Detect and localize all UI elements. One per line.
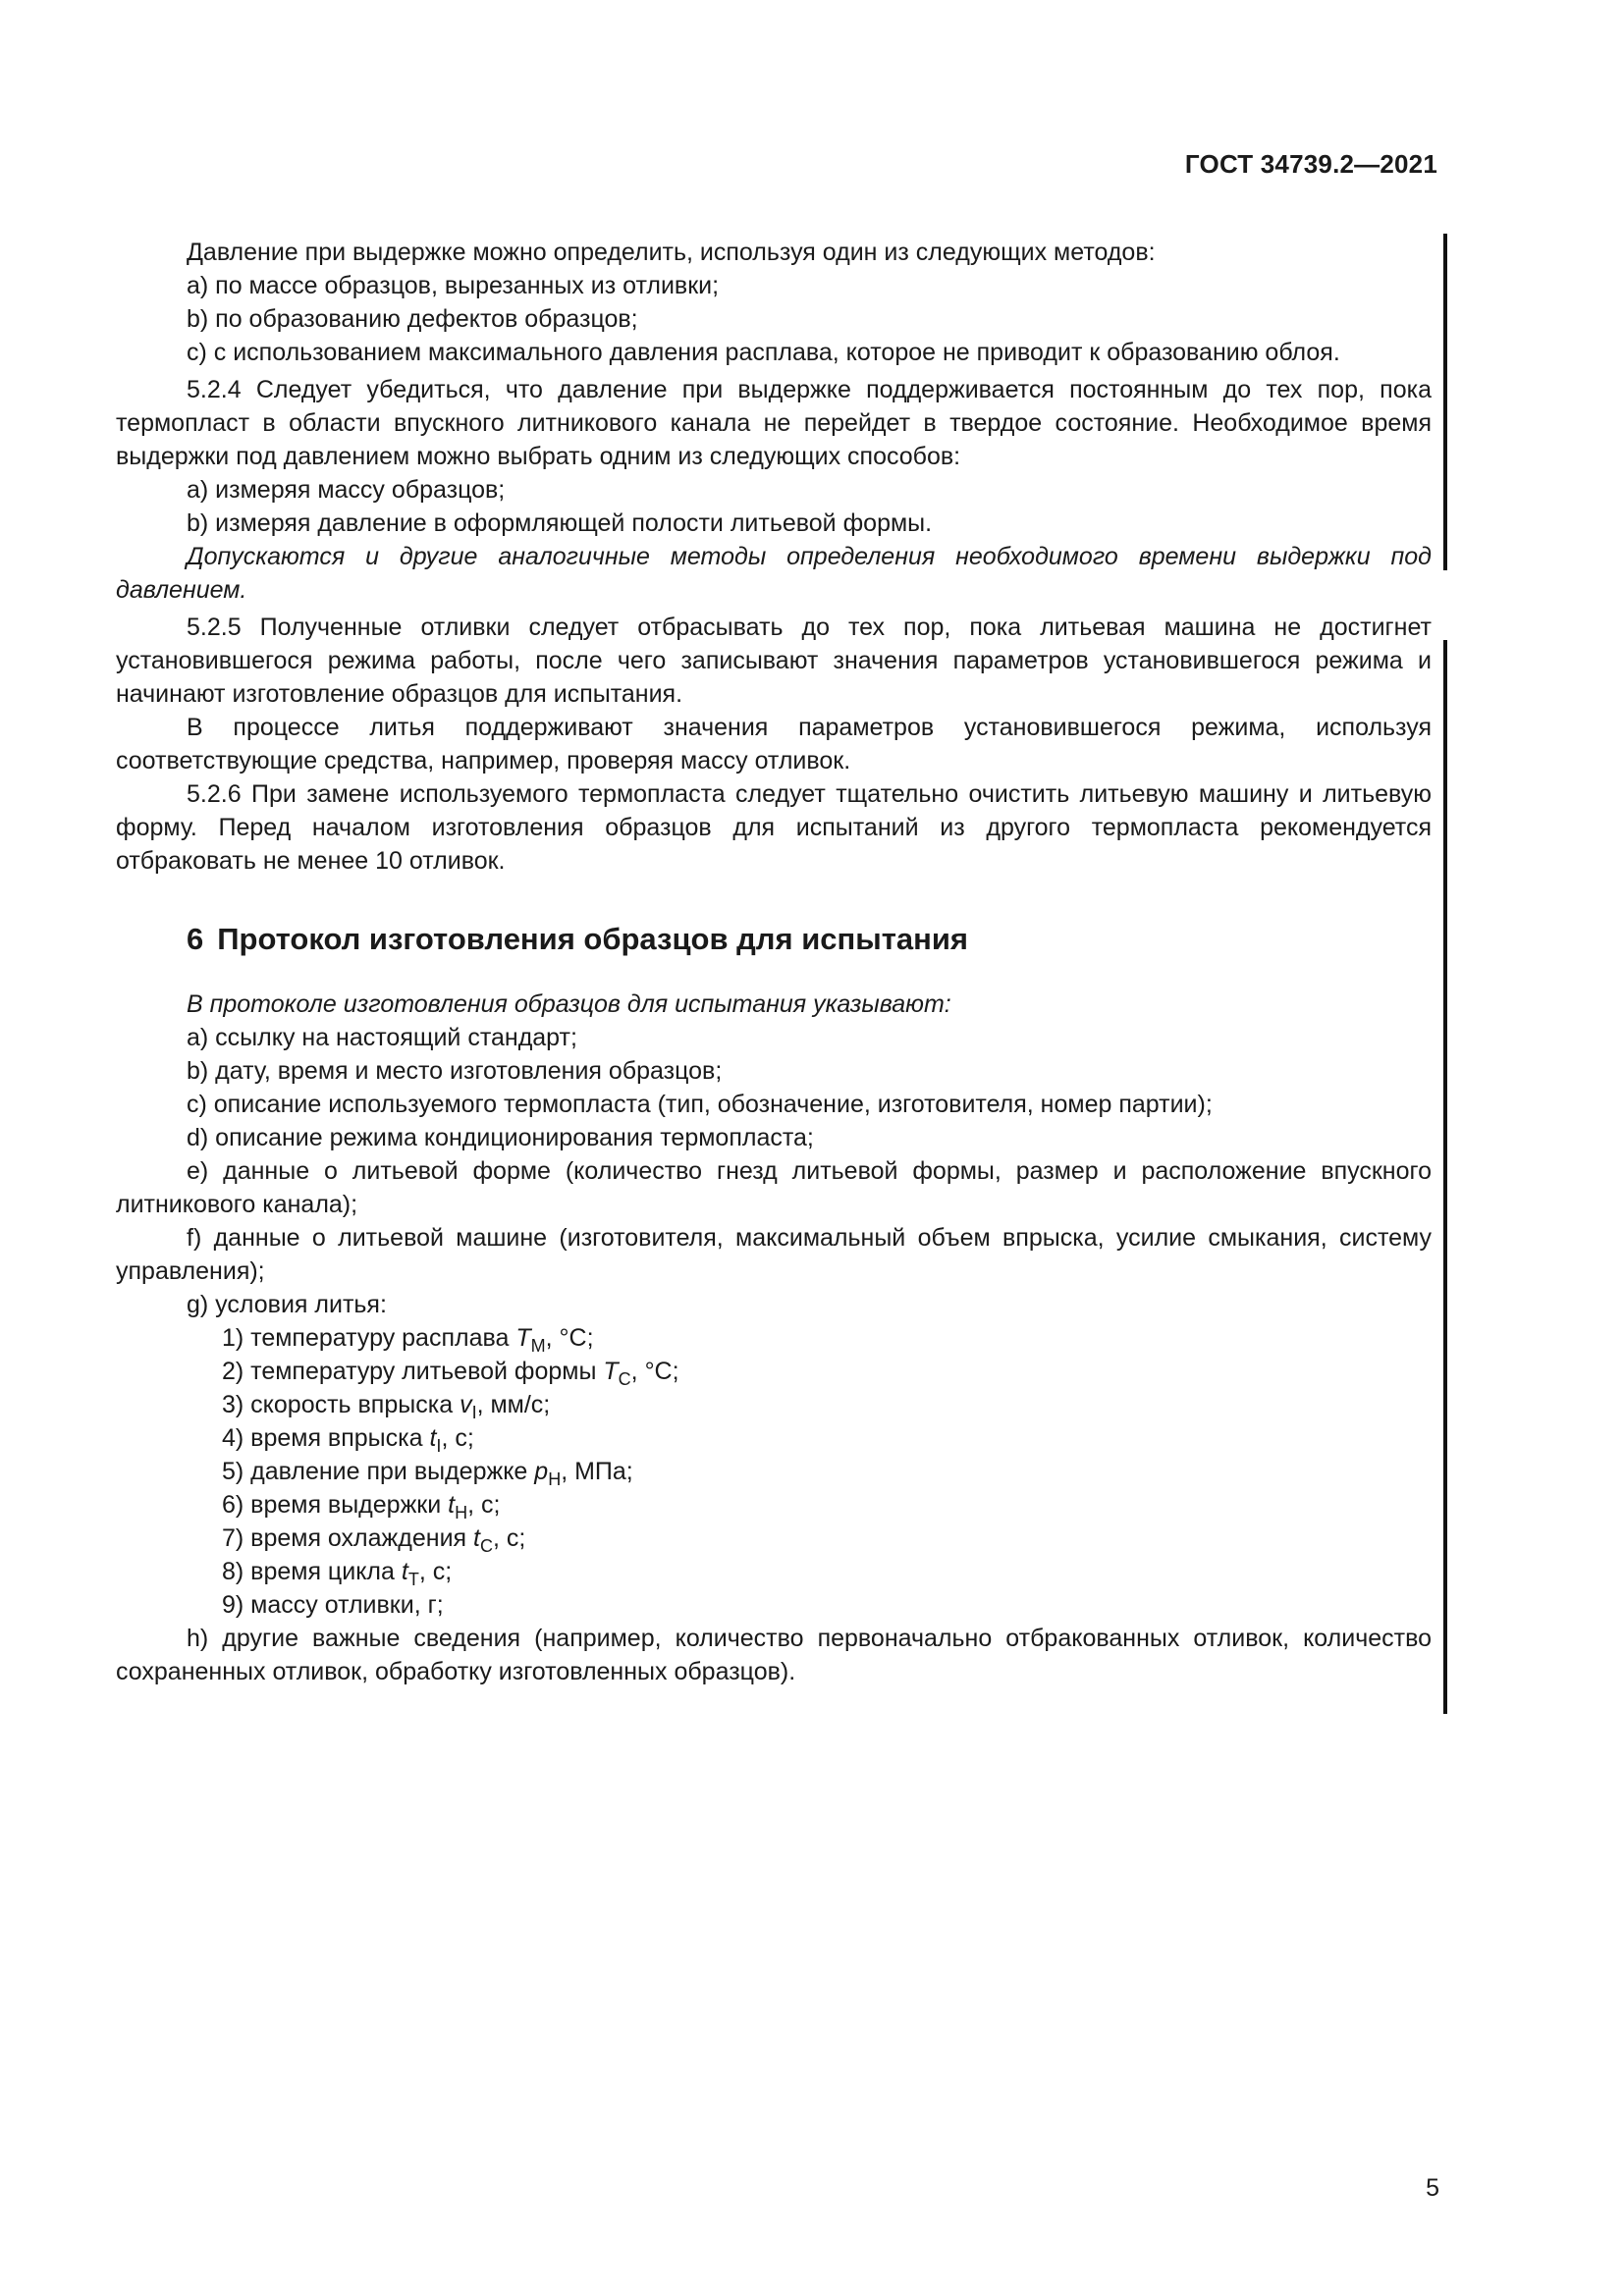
clause-5-2-4: 5.2.4 Следует убедиться, что давление при выдержке поддерживается постоянным до тех пор, пока термопласт в области впускного литникового канала не перейдет в твердое состояние. Необходимое время выдержки под давлением можно выбрать одним из следующих способов: [116,376,1432,470]
sub-list-item: 3) скорость впрыска $v_I$, мм/с; [222,1391,551,1422]
section-intro: В протоколе изготовления образцов для испытания указывают: [187,990,951,1018]
change-bar [1443,640,1447,1714]
list-item: f) данные о литьевой машине (изготовителя, максимальный объем впрыска, усилие смыкания, систему управления); [116,1224,1432,1285]
section-number: 6 [187,922,204,956]
list-item: a) измеряя массу образцов; [187,476,506,504]
list-item: c) описание используемого термопласта (тип, обозначение, изготовителя, номер партии); [187,1091,1213,1118]
variable-symbol: t [448,1491,456,1519]
clause-5-2-5: 5.2.5 Полученные отливки следует отбрасывать до тех пор, пока литьевая машина не достигнет установившегося режима работы, после чего записывают значения параметров установившегося режима и начинают изготовление образцов для испытания. [116,614,1432,708]
list-item: b) дату, время и место изготовления образцов; [187,1057,723,1085]
list-item: e) данные о литьевой форме (количество гнезд литьевой формы, размер и расположение впускного литникового канала); [116,1157,1432,1218]
section-heading [187,920,1432,959]
sub-list-item: 6) время выдержки $t_H$, с; [222,1491,501,1522]
page-number: 5 [1426,2174,1439,2202]
document-id: ГОСТ 34739.2—2021 [1184,149,1437,179]
variable-symbol: t [473,1524,480,1552]
paragraph: Давление при выдержке можно определить, используя один из следующих методов: [187,239,1156,266]
document-body [116,236,1432,1688]
sub-list-item: 1) температуру расплава $T_M$, °C; [222,1324,594,1356]
change-bar [1443,234,1447,570]
variable-subscript: T [407,1570,419,1589]
variable-subscript: I [471,1403,477,1422]
sub-list-item: 8) время цикла $t_T$, с; [222,1558,453,1589]
list-item: h) другие важные сведения (например, количество первоначально отбракованных отливок, количество сохраненных отливок, обработку изготовленных образцов). [116,1625,1432,1685]
list-item: b) измеряя давление в оформляющей полости литьевой формы. [187,509,933,537]
note-paragraph: Допускаются и другие аналогичные методы определения необходимого времени выдержки под давлением. [116,543,1432,604]
variable-subscript: H [455,1503,468,1522]
list-item: d) описание режима кондиционирования термопласта; [187,1124,814,1151]
sub-list-item: 7) время охлаждения $t_C$, с; [222,1524,526,1556]
sub-list-item: 9) массу отливки, г; [222,1591,444,1619]
paragraph: В процессе литья поддерживают значения параметров установившегося режима, используя соответствующие средства, например, проверяя массу отливок. [116,714,1432,774]
list-item: a) по массе образцов, вырезанных из отливки; [187,272,720,299]
clause-5-2-6: 5.2.6 При замене используемого термопласта следует тщательно очистить литьевую машину и литьевую форму. Перед началом изготовления образцов для испытаний из другого термопласта рекомендуется отбраковать не менее 10 отливок. [116,780,1432,875]
section-title: Протокол изготовления образцов для испытания [217,922,968,956]
variable-subscript: H [548,1469,562,1489]
variable-symbol: p [534,1458,549,1485]
variable-subscript: C [618,1369,631,1389]
variable-subscript: C [479,1536,493,1556]
list-item: g) условия литья: [187,1291,387,1318]
sub-list-item: 4) время впрыска $t_I$, с; [222,1424,474,1456]
list-item: b) по образованию дефектов образцов; [187,305,638,333]
molding-conditions-list [116,1321,1432,1622]
variable-symbol: v [460,1391,472,1418]
sub-list-item: 5) давление при выдержке $p_H$, МПа; [222,1458,633,1489]
sub-list-item: 2) температуру литьевой формы $T_C$, °C; [222,1358,679,1389]
list-item: c) с использованием максимального давления расплава, которое не приводит к образованию облоя. [187,339,1340,366]
variable-subscript: I [436,1436,442,1456]
list-item: a) ссылку на настоящий стандарт; [187,1024,577,1051]
variable-symbol: T [603,1358,619,1385]
variable-symbol: T [515,1324,531,1352]
variable-symbol: t [401,1558,408,1585]
variable-subscript: M [530,1336,546,1356]
variable-symbol: t [429,1424,437,1452]
